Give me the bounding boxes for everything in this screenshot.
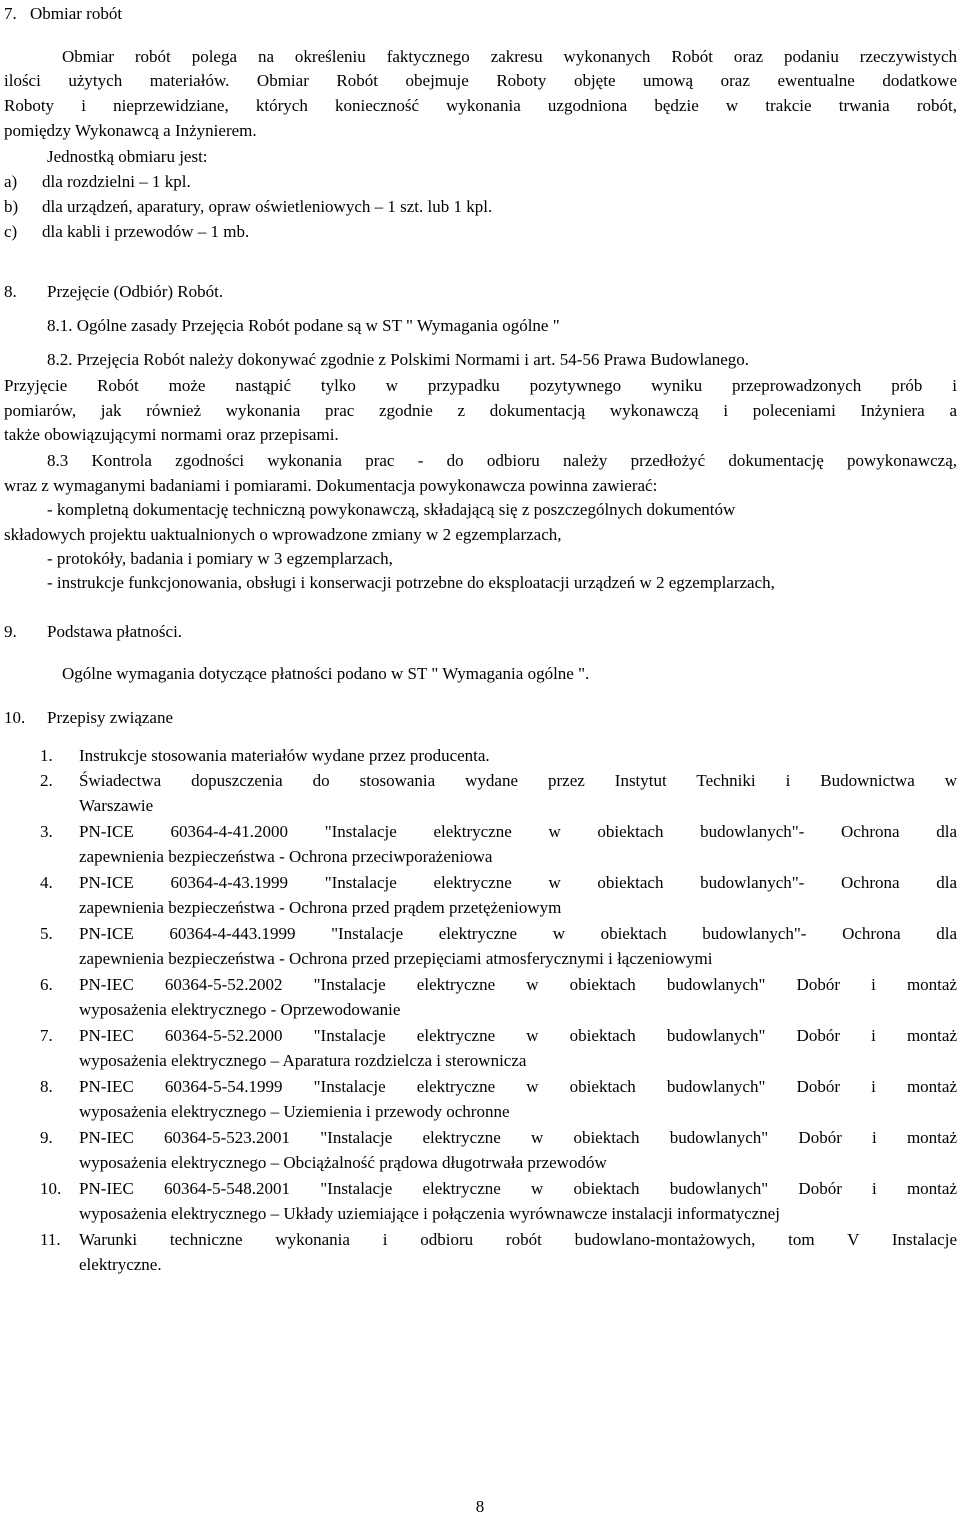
section-10-title: Przepisy związane: [47, 708, 174, 727]
unit-text: dla rozdzielni – 1 kpl.: [42, 172, 191, 191]
unit-text: dla urządzeń, aparatury, opraw oświetleniowych – 1 szt. lub 1 kpl.: [42, 197, 493, 216]
reg-item-text: Warunki techniczne wykonania i odbioru robót budowlano-montażowych, tom V Instalacje: [79, 1230, 957, 1249]
unit-label: c): [4, 222, 18, 241]
unit-intro: Jednostką obmiaru jest:: [47, 147, 208, 166]
reg-item-text-cont: wyposażenia elektrycznego – Uziemienia i przewody ochronne: [79, 1102, 510, 1121]
section-7-para-line: pomiędzy Wykonawcą a Inżynierem.: [4, 121, 257, 140]
paragraph-8-1: 8.1. Ogólne zasady Przejęcia Robót podane są w ST " Wymagania ogólne ": [47, 316, 560, 335]
section-7-title: Obmiar robót: [30, 4, 123, 23]
reg-item-text: Instrukcje stosowania materiałów wydane przez producenta.: [79, 746, 490, 765]
paragraph-8-3-line: wraz z wymaganymi badaniami i pomiarami. Dokumentacja powykonawcza powinna zawierać:: [4, 476, 658, 495]
reg-item-number: 7.: [40, 1026, 53, 1045]
reg-item-text: PN-ICE 60364-4-41.2000 "Instalacje elektryczne w obiektach budowlanych"- Ochrona dla: [79, 822, 957, 841]
paragraph-8-2-line: pomiarów, jak również wykonania prac zgodnie z dokumentacją wykonawczą i poleceniami Inżyniera a: [4, 401, 957, 420]
reg-item-number: 8.: [40, 1077, 53, 1096]
reg-item-text: PN-IEC 60364-5-52.2002 "Instalacje elektryczne w obiektach budowlanych" Dobór i montaż: [79, 975, 957, 994]
reg-item-number: 6.: [40, 975, 53, 994]
paragraph-8-3-line: - kompletną dokumentację techniczną powykonawczą, składającą się z poszczególnych dokumentów: [47, 500, 736, 519]
reg-item-text-cont: wyposażenia elektrycznego – Układy uziemiające i połączenia wyrównawcze instalacji informatycznej: [79, 1204, 780, 1223]
paragraph-8-3-line: - instrukcje funkcjonowania, obsługi i konserwacji potrzebne do eksploatacji urządzeń w 2 egzemplarzach,: [47, 573, 775, 592]
reg-item-text-cont: zapewnienia bezpieczeństwa - Ochrona przed przepięciami atmosferycznymi i łączeniowymi: [79, 949, 713, 968]
reg-item-number: 1.: [40, 746, 53, 765]
unit-label: b): [4, 197, 19, 216]
section-7-para-line: ilości użytych materiałów. Obmiar Robót obejmuje Roboty objęte umową oraz ewentualne dodatkowe: [4, 71, 957, 90]
section-9-number: 9.: [4, 622, 17, 641]
reg-item-text: PN-IEC 60364-5-54.1999 "Instalacje elektryczne w obiektach budowlanych" Dobór i montaż: [79, 1077, 957, 1096]
reg-item-text: Świadectwa dopuszczenia do stosowania wydane przez Instytut Techniki i Budownictwa w: [79, 771, 957, 790]
section-7-number: 7.: [4, 4, 17, 23]
section-9-title: Podstawa płatności.: [47, 622, 183, 641]
reg-item-text: PN-ICE 60364-4-443.1999 "Instalacje elektryczne w obiektach budowlanych"- Ochrona dla: [79, 924, 957, 943]
section-7-para-line: Roboty i nieprzewidziane, których konieczność wykonania uzgodniona będzie w trakcie trwania robót,: [4, 96, 957, 115]
reg-item-text-cont: elektryczne.: [79, 1255, 162, 1274]
section-7-para-line: Obmiar robót polega na określeniu faktycznego zakresu wykonanych Robót oraz podaniu rzeczywistych: [62, 47, 957, 66]
unit-label: a): [4, 172, 18, 191]
reg-item-text: PN-IEC 60364-5-523.2001 "Instalacje elektryczne w obiektach budowlanych" Dobór i montaż: [79, 1128, 957, 1147]
paragraph-8-2-line: także obowiązującymi normami oraz przepisami.: [4, 425, 339, 444]
reg-item-number: 3.: [40, 822, 53, 841]
reg-item-number: 11.: [40, 1230, 61, 1249]
paragraph-8-3-line: 8.3 Kontrola zgodności wykonania prac - do odbioru należy przedłożyć dokumentację powykonawczą,: [47, 451, 957, 470]
reg-item-text-cont: wyposażenia elektrycznego - Oprzewodowanie: [79, 1000, 401, 1019]
reg-item-number: 4.: [40, 873, 53, 892]
reg-item-number: 2.: [40, 771, 53, 790]
reg-item-number: 9.: [40, 1128, 53, 1147]
paragraph-8-3-line: składowych projektu uaktualnionych o wprowadzone zmiany w 2 egzemplarzach,: [4, 525, 562, 544]
reg-item-text: PN-IEC 60364-5-548.2001 "Instalacje elektryczne w obiektach budowlanych" Dobór i montaż: [79, 1179, 957, 1198]
reg-item-text: PN-IEC 60364-5-52.2000 "Instalacje elektryczne w obiektach budowlanych" Dobór i montaż: [79, 1026, 957, 1045]
section-8-number: 8.: [4, 282, 17, 301]
paragraph-8-2-line: 8.2. Przejęcia Robót należy dokonywać zgodnie z Polskimi Normami i art. 54-56 Prawa Budowlanego.: [47, 350, 750, 369]
paragraph-8-3-line: - protokóły, badania i pomiary w 3 egzemplarzach,: [47, 549, 393, 568]
unit-text: dla kabli i przewodów – 1 mb.: [42, 222, 250, 241]
reg-item-text-cont: zapewnienia bezpieczeństwa - Ochrona przed prądem przetężeniowym: [79, 898, 562, 917]
reg-item-number: 5.: [40, 924, 53, 943]
reg-item-number: 10.: [40, 1179, 62, 1198]
paragraph-8-2-line: Przyjęcie Robót może nastąpić tylko w przypadku pozytywnego wyniku przeprowadzonych prób i: [4, 376, 957, 395]
section-9-paragraph: Ogólne wymagania dotyczące płatności podano w ST " Wymagania ogólne ".: [62, 664, 590, 683]
reg-item-text: PN-ICE 60364-4-43.1999 "Instalacje elektryczne w obiektach budowlanych"- Ochrona dla: [79, 873, 957, 892]
section-8-title: Przejęcie (Odbiór) Robót.: [47, 282, 224, 301]
section-10-number: 10.: [4, 708, 26, 727]
reg-item-text-cont: wyposażenia elektrycznego – Aparatura rozdzielcza i sterownicza: [79, 1051, 527, 1070]
reg-item-text-cont: wyposażenia elektrycznego – Obciążalność prądowa długotrwała przewodów: [79, 1153, 607, 1172]
page-number: 8: [475, 1497, 485, 1516]
reg-item-text-cont: Warszawie: [79, 796, 154, 815]
reg-item-text-cont: zapewnienia bezpieczeństwa - Ochrona przeciwporażeniowa: [79, 847, 493, 866]
